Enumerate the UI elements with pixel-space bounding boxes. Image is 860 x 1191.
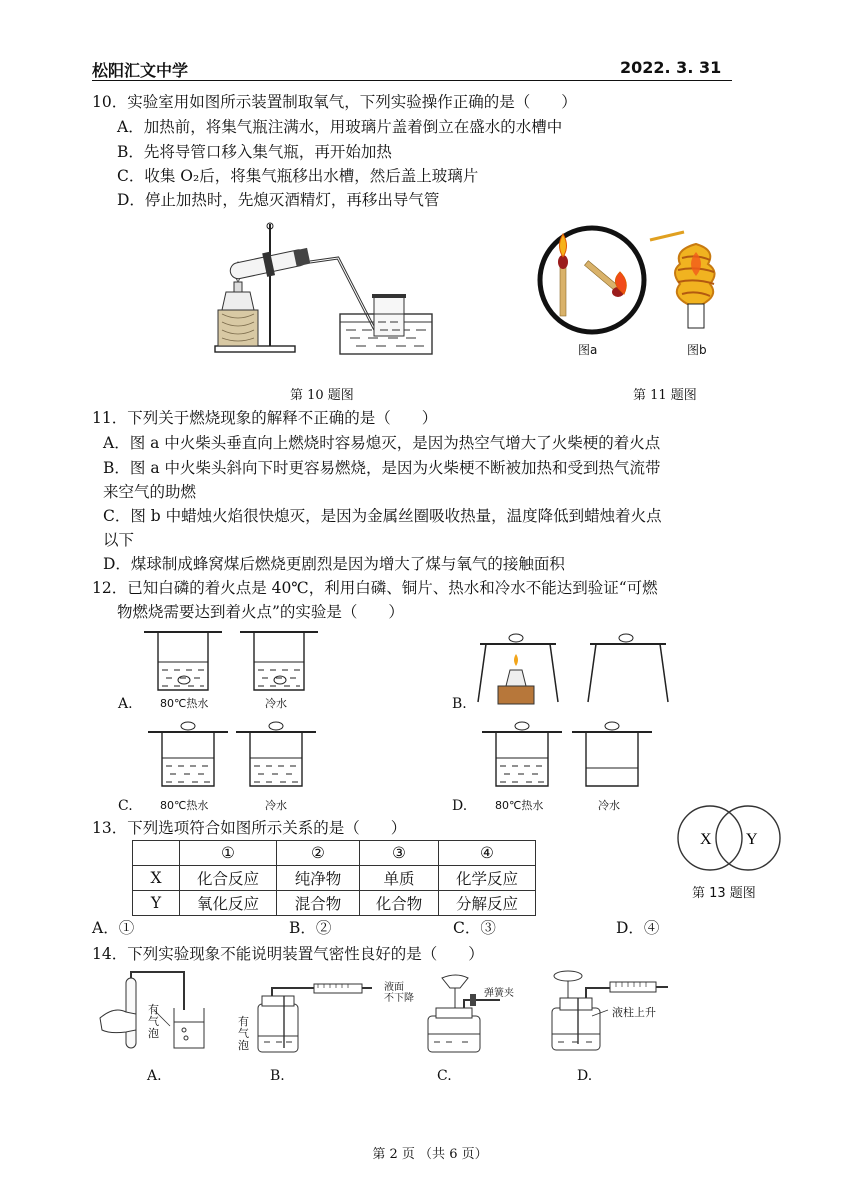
q14-apparatus-b <box>232 984 372 1056</box>
q12-option-d-beakers <box>482 720 682 792</box>
q12-c-cold-water: 冷水 <box>265 799 287 812</box>
table-cell: 混合物 <box>277 891 360 916</box>
table-cell: 分解反应 <box>439 891 536 916</box>
q10-option-a: A．加热前，将集气瓶注满水，用玻璃片盖着倒立在盛水的水槽中 <box>117 118 563 136</box>
q11-option-c: C．图 b 中蜡烛火焰很快熄灭，是因为金属丝圈吸收热量，温度降低到蜡烛着火点 <box>103 507 662 525</box>
q12-a-cold-water: 冷水 <box>265 697 287 710</box>
q13-stem: 13．下列选项符合如图所示关系的是（ ） <box>92 819 407 837</box>
q13-relation-table <box>132 840 536 916</box>
candle-coil-figure-b <box>646 224 736 334</box>
q12-stem-cont: 物燃烧需要达到着火点”的实验是（ ） <box>117 603 404 621</box>
q11-stem: 11．下列关于燃烧现象的解释不正确的是（ ） <box>92 409 438 427</box>
q13-option-d: D．④ <box>616 919 660 937</box>
fig-b-label: 图b <box>687 343 707 357</box>
q12-a-hot-water: 80℃热水 <box>160 697 209 710</box>
q11-option-b-cont: 来空气的助燃 <box>103 483 197 501</box>
table-cell: 化合反应 <box>180 866 277 891</box>
q14-label-a: A. <box>147 1068 162 1084</box>
table-cell: 化学反应 <box>439 866 536 891</box>
q14-label-d: D. <box>577 1068 593 1084</box>
table-row <box>133 841 536 866</box>
q12-label-a: A. <box>118 696 133 712</box>
table-cell <box>133 841 180 866</box>
venn-label-y: Y <box>746 831 758 848</box>
q12-d-hot-water: 80℃热水 <box>495 799 544 812</box>
oxygen-apparatus-figure <box>210 218 440 360</box>
table-cell: 化合物 <box>360 891 439 916</box>
q13-venn-diagram <box>674 802 786 874</box>
table-cell: ④ <box>439 841 536 866</box>
venn-label-x: X <box>700 831 712 848</box>
exam-date: 2022. 3. 31 <box>620 58 722 77</box>
q12-label-d: D. <box>452 798 468 814</box>
q10-option-c: C．收集 O₂后，将集气瓶移出水槽，然后盖上玻璃片 <box>117 167 479 185</box>
q14-d-note: 液柱上升 <box>612 1006 656 1019</box>
table-cell: ① <box>180 841 277 866</box>
q12-option-b-tripods <box>478 632 668 712</box>
table-cell: 纯净物 <box>277 866 360 891</box>
q14-c-note: 液面 不下降 <box>384 982 414 1004</box>
table-cell: ③ <box>360 841 439 866</box>
table-cell: ② <box>277 841 360 866</box>
table-cell: Y <box>133 891 180 916</box>
q12-d-cold-water: 冷水 <box>598 799 620 812</box>
q12-label-c: C. <box>118 798 133 814</box>
fig13-caption: 第 13 题图 <box>692 886 756 901</box>
table-cell: X <box>133 866 180 891</box>
q12-c-hot-water: 80℃热水 <box>160 799 209 812</box>
q12-label-b: B. <box>452 696 467 712</box>
q11-option-d: D．煤球制成蜂窝煤后燃烧更剧烈是因为增大了煤与氧气的接触面积 <box>103 555 565 573</box>
q11-option-a: A．图 a 中火柴头垂直向上燃烧时容易熄灭，是因为热空气增大了火柴梗的着火点 <box>103 434 661 452</box>
q14-b-note: 有 气 泡 <box>238 1015 249 1052</box>
q14-a-note: 有 气 泡 <box>148 1003 159 1040</box>
q11-option-c-cont: 以下 <box>103 531 135 549</box>
table-cell: 单质 <box>360 866 439 891</box>
table-row <box>133 866 536 891</box>
match-figure-a <box>532 224 652 336</box>
q10-option-b: B．先将导管口移入集气瓶，再开始加热 <box>117 143 392 161</box>
q14-label-c: C. <box>437 1068 452 1084</box>
fig10-caption: 第 10 题图 <box>290 388 354 403</box>
fig11-caption: 第 11 题图 <box>633 388 697 403</box>
q13-option-c: C．③ <box>453 919 496 937</box>
q12-stem: 12．已知白磷的着火点是 40℃，利用白磷、铜片、热水和冷水不能达到验证“可燃 <box>92 579 658 597</box>
header-divider <box>92 80 732 81</box>
page-number: 第 2 页 （共 6 页） <box>372 1147 488 1162</box>
q12-option-a-beakers <box>144 628 324 698</box>
q14-c-clip-label: 弹簧夹 <box>484 988 514 999</box>
table-row <box>133 891 536 916</box>
q13-option-a: A．① <box>92 919 135 937</box>
q10-option-d: D．停止加热时，先熄灭酒精灯，再移出导气管 <box>117 191 440 209</box>
school-name: 松阳汇文中学 <box>92 61 189 80</box>
q14-stem: 14．下列实验现象不能说明装置气密性良好的是（ ） <box>92 945 484 963</box>
fig-a-label: 图a <box>578 343 598 357</box>
q14-label-b: B. <box>270 1068 285 1084</box>
q12-option-c-beakers <box>148 720 348 792</box>
table-cell: 氧化反应 <box>180 891 277 916</box>
q10-stem: 10．实验室用如图所示装置制取氧气，下列实验操作正确的是（ ） <box>92 93 577 111</box>
q11-option-b: B．图 a 中火柴头斜向下时更容易燃烧，是因为火柴梗不断被加热和受到热气流带 <box>103 459 661 477</box>
q13-option-b: B．② <box>289 919 332 937</box>
